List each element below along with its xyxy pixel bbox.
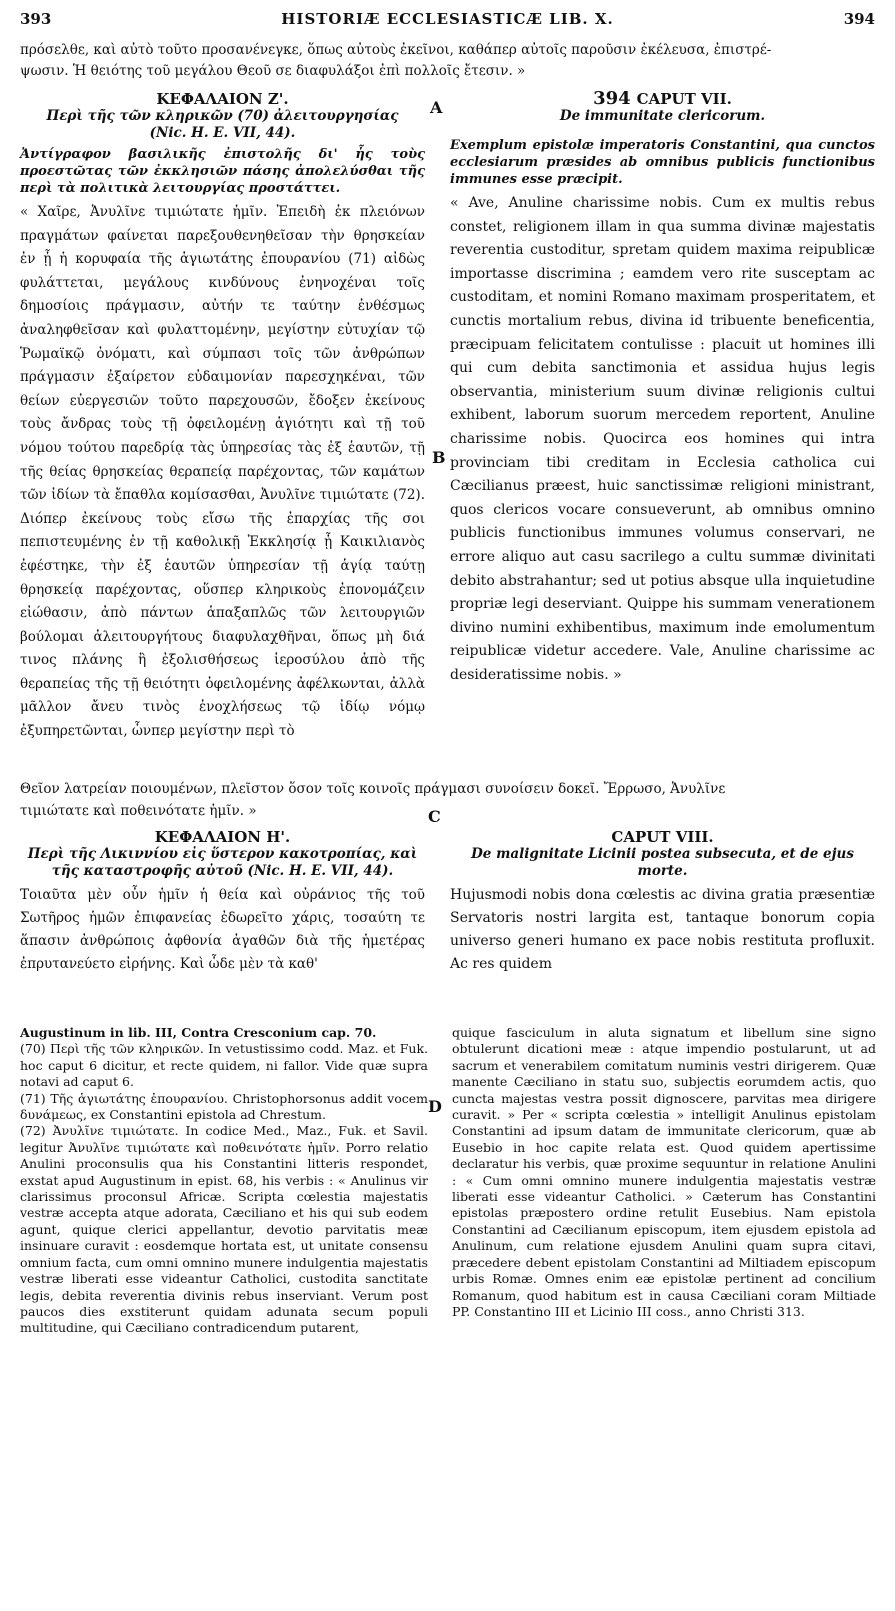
- top-continuation: [20, 40, 873, 82]
- greek-ch8-heading: ΚΕΦΑΛΑΙΟΝ Η'.: [154, 828, 291, 846]
- latin-ch7-heading: CAPUT VII.: [636, 90, 732, 108]
- latin-ch7-summary: Exemplum epistolæ imperatoris Constantini, qua cunctos ecclesiarum præsides ab omnibus publicis functionibus immunes esse præcipit.: [450, 138, 875, 187]
- greek-ch7-heading: ΚΕΦΑΛΑΙΟΝ Ζ'.: [156, 90, 289, 108]
- latin-ch7-title: De immunitate clericorum.: [559, 108, 766, 124]
- latin-ch7-heading-row: [450, 90, 875, 108]
- margin-letter-c: C: [428, 807, 441, 826]
- margin-letter-a: A: [430, 98, 443, 117]
- greek-ch7-title-1: Περὶ τῆς τῶν κληρικῶν (70) ἀλειτουργησίας: [46, 108, 399, 124]
- greek-ch8-body: Τοιαῦτα μὲν οὖν ἡμῖν ἡ θεία καὶ οὐράνιος τῆς τοῦ Σωτῆρος ἡμῶν ἐπιφανείας ἐδωρεῖτο χάρις, τοσαύτη τε ἅπασιν ἀνθρώποις ἀφθονία ἀγαθῶν διὰ τῆς ἡμετέρας ἐπρυτανεύετο εἰρήνης. Καὶ ὧδε μὲν τὰ καθ': [20, 887, 425, 972]
- top-line-1: πρόσελθε, καὶ αὐτὸ τοῦτο προσανένεγκε, ὅπως αὐτοὺς ἐκεῖνοι, καθάπερ αὐτοῖς παροῦσιν ἐκέλευσα, ἐπιστρέ-: [20, 42, 772, 58]
- footnote-72-continued: quique fasciculum in aluta signatum et libellum sine signo obtulerunt dicationi meæ : atque impendio postularunt, ut ad sacrum et venerabilem comitatum numinis vestri dirigerem. Quæ manente Cæciliano in statu suo, subjectis eorumdem actis, quo cuncta majestas vestra possit dignoscere, parvitas mea dirigere curavit. » Per « scripta cœlestia » intelligit Anulinus epistolam Constantini ad ipsum datam de immunitate clericorum, quæ ab Eusebio in hoc capite relata est. Quod quidem apertissime declaratur his verbis, quæ proxime sequuntur in relatione Anulini : « Cum omni omnino munere indulgentia majestatis vestræ liberati esse videantur Catholici. » Cæterum has Constantini epistolas præpostero ordine retulit Eusebius. Nam epistola Constantini ad Cæcilianum episcopum, item ejusdem epistola ad Anulinum, cum relatione ejusdem Anulini quam supra citavi, præcedere debent epistolam Constantini ad Miltiadem episcopum urbis Romæ. Omnes enim eæ epistolæ pertinent ad concilium Romanum, quod habitum est in causa Cæciliani coram Miltiade PP. Constantino III et Licinio III coss., anno Christi 313.: [452, 1025, 876, 1319]
- greek-ch7-summary: Ἀντίγραφον βασιλικῆς ἐπιστολῆς δι' ἧς τοὺς προεστῶτας τῶν ἐκκλησιῶν πάσης ἀπολελύσθαι τῆς περὶ τὰ πολιτικὰ λειτουργίας προστάττει.: [20, 147, 425, 196]
- latin-ch8-body: Hujusmodi nobis dona cœlestis ac divina gratia præsentiæ Servatoris nostri largita est, tantaque bonorum copia universo generi humano ex pace nobis restituta profluxit. Ac res quidem: [450, 887, 875, 972]
- latin-ch8-heading: CAPUT VIII.: [611, 828, 714, 846]
- latin-chapter-8: [450, 828, 875, 976]
- footnote-71: (71) Τῆς ἁγιωτάτης ἐπουρανίου. Christophorsonus addit vocem δυνάμεως, ex Constantini epistola ad Chrestum.: [20, 1090, 428, 1123]
- greek-ch7-title-2: (Nic. H. E. VII, 44).: [149, 125, 296, 141]
- latin-ch8-title: De malignitate Licinii postea subsecuta, et de ejus morte.: [471, 846, 854, 879]
- greek-ch7-body: « Χαῖρε, Ἀνυλῖνε τιμιώτατε ἡμῖν. Ἐπειδὴ ἐκ πλειόνων πραγμάτων φαίνεται παρεξουθενηθεῖσαν τὴν θρησκείαν ἐν ᾗ ἡ κορυφαία τῆς ἁγιωτάτης ἐπουρανίου (71) αἰδὼς φυλάττεται, μεγάλους κινδύνους ἐνηνοχέναι τοῖς δημοσίοις πράγμασιν, αὐτήν τε ταύτην ἐνθέσμως ἀναληφθεῖσαν καὶ φυλαττομένην, μεγίστην εὐτυχίαν τῷ Ῥωμαϊκῷ ὀνόματι, καὶ σύμπασι τοῖς τῶν ἀνθρώπων πράγμασιν ἐξαίρετον εὐδαιμονίαν παρεσχηκέναι, τῶν θείων εὐεργεσιῶν τοῦτο παρεχουσῶν, ἔδοξεν ἐκείνους τοὺς ἄνδρας τοὺς τῇ ὀφειλομένῃ ἁγιότητι καὶ τῇ τοῦ νόμου τούτου παρεδρίᾳ τὰς ὑπηρεσίας τὰς ἐξ ἑαυτῶν, τῇ τῆς θείας θρησκείας θεραπείᾳ παρέχοντας, τῶν καμάτων τῶν ἰδίων τὰ ἔπαθλα κομίσασθαι, Ἀνυλῖνε τιμιώτατε (72). Διόπερ ἐκείνους τοὺς εἴσω τῆς ἐπαρχίας τῆς σοι πεπιστευμένης ἐν τῇ καθολικῇ Ἐκκλησίᾳ ᾗ Καικιλιανὸς ἐφέστηκε, τὴν ἐξ ἑαυτῶν ὑπηρεσίαν τῇ ἁγίᾳ ταύτῃ θρησκείᾳ παρέχοντας, οὕσπερ κληρικοὺς ἐπονομάζειν εἰώθασιν, ἀπὸ πάντων ἁπαξαπλῶς τῶν λειτουργιῶν βούλομαι ἀλειτουργήτους διαφυλαχθῆναι, ὅπως μὴ διά τινος πλάνης ἢ ἐξολισθήσεως ἱεροσύλου ἀπὸ τῆς θεραπείας τῆς τῇ θειότητι ὀφειλομένης ἀφέλκωνται, ἀλλὰ μᾶλλον ἄνευ τινὸς ἐνοχλήσεως τῷ ἰδίῳ νόμῳ ἐξυπηρετῶνται, ὧνπερ μεγίστην περὶ τὸ: [20, 204, 425, 740]
- closing-line-2: τιμιώτατε καὶ ποθεινότατε ἡμῖν. »: [20, 803, 257, 819]
- footnote-70: (70) Περὶ τῆς τῶν κληρικῶν. In vetustissimo codd. Maz. et Fuk. hoc caput 6 dicitur, et recte quidem, ni fallor. Vide quæ supra notavi ad caput 6.: [20, 1041, 428, 1090]
- column-page-number: 394: [593, 88, 631, 109]
- greek-chapter-7: [20, 90, 425, 744]
- footnote-continuation: Augustinum in lib. III, Contra Cresconium cap. 70.: [20, 1025, 377, 1040]
- closing-line-1: Θεῖον λατρείαν ποιουμένων, πλεῖστον ὅσον τοῖς κοινοῖς πράγμασι συνοίσειν δοκεῖ. Ἔρρωσο, Ἀνυλῖνε: [20, 781, 726, 797]
- greek-ch8-title: Περὶ τῆς Λικιννίου εἰς ὕστερον κακοτροπίας, καὶ τῆς καταστροφῆς αὐτοῦ (Nic. H. E. VII, 44).: [27, 846, 418, 879]
- latin-chapter-7: [450, 90, 875, 687]
- page-number-right: 394: [843, 10, 875, 28]
- top-line-2: ψωσιν. Ἡ θειότης τοῦ μεγάλου Θεοῦ σε διαφυλάξοι ἐπὶ πολλοῖς ἔτεσιν. »: [20, 63, 526, 79]
- margin-letter-b: B: [432, 448, 446, 467]
- closing-lines: [20, 778, 873, 822]
- greek-chapter-8: [20, 828, 425, 976]
- running-head: [20, 10, 875, 32]
- footnotes-right: [452, 1025, 876, 1320]
- latin-ch7-body: « Ave, Anuline charissime nobis. Cum ex multis rebus constet, religionem illam in qua summa divinæ majestatis reverentia custoditur, spretam quidem maxima reipublicæ importasse discrimina ; eamdem vero rite susceptam ac custoditam, et nomini Romano maximam prosperitatem, et cunctis mortalium rebus, divina id tribuente beneficentia, præcipuam felicitatem contulisse : placuit ut homines illi qui cum debita sanctimonia et assidua hujus legis observantia, ministerium suum divinæ religionis cultui exhibent, laborum suorum mercedem reportent, Anuline charissime nobis. Quocirca eos homines qui intra provinciam tibi creditam in Ecclesia catholica cui Cæcilianus præest, huic sanctissimæ religioni ministrant, quos clericos vocare consueverunt, ab omnibus omnino publicis functionibus immunes volumus conservari, ne errore aliquo aut casu sacrilego a cultu summæ divinitati debito abstrahantur; sed ut potius absque ulla inquietudine propriæ legi deserviant. Quippe his summam venerationem divino numini exhibentibus, maximum inde emolumentum reipublicæ videtur accedere. Vale, Anuline charissime ac desideratissime nobis. »: [450, 195, 875, 683]
- footnote-72: (72) Ἀνυλῖνε τιμιώτατε. In codice Med., Maz., Fuk. et Savil. legitur Ἀνυλῖνε τιμιώτατε καὶ ποθεινότατε ἡμῖν. Porro relatio Anulini proconsulis qua his Constantini litteris respondet, exstat apud Augustinum in epist. 68, his verbis : « Anulinus vir clarissimus proconsul Africæ. Scripta cœlestia majestatis vestræ accepta atque adorata, Cæciliano et his qui sub eodem agunt, quique clerici appellantur, devotio parvitatis meæ insinuare curavit : eosdemque hortata est, ut unitate consensu omnium facta, cum omni omnino munere indulgentia majestatis vestræ liberati esse videantur Catholici, custodita sanctitate legis, debita reverentia divinis rebus inserviant. Verum post paucos dies exstiterunt quidam adunata secum populi multitudine, qui Cæciliano contradicendum putarent,: [20, 1123, 428, 1336]
- margin-letter-d: D: [428, 1097, 442, 1116]
- page-number-left: 393: [20, 10, 52, 28]
- running-title: HISTORIÆ ECCLESIASTICÆ LIB. X.: [281, 10, 614, 28]
- footnotes-left: [20, 1025, 428, 1337]
